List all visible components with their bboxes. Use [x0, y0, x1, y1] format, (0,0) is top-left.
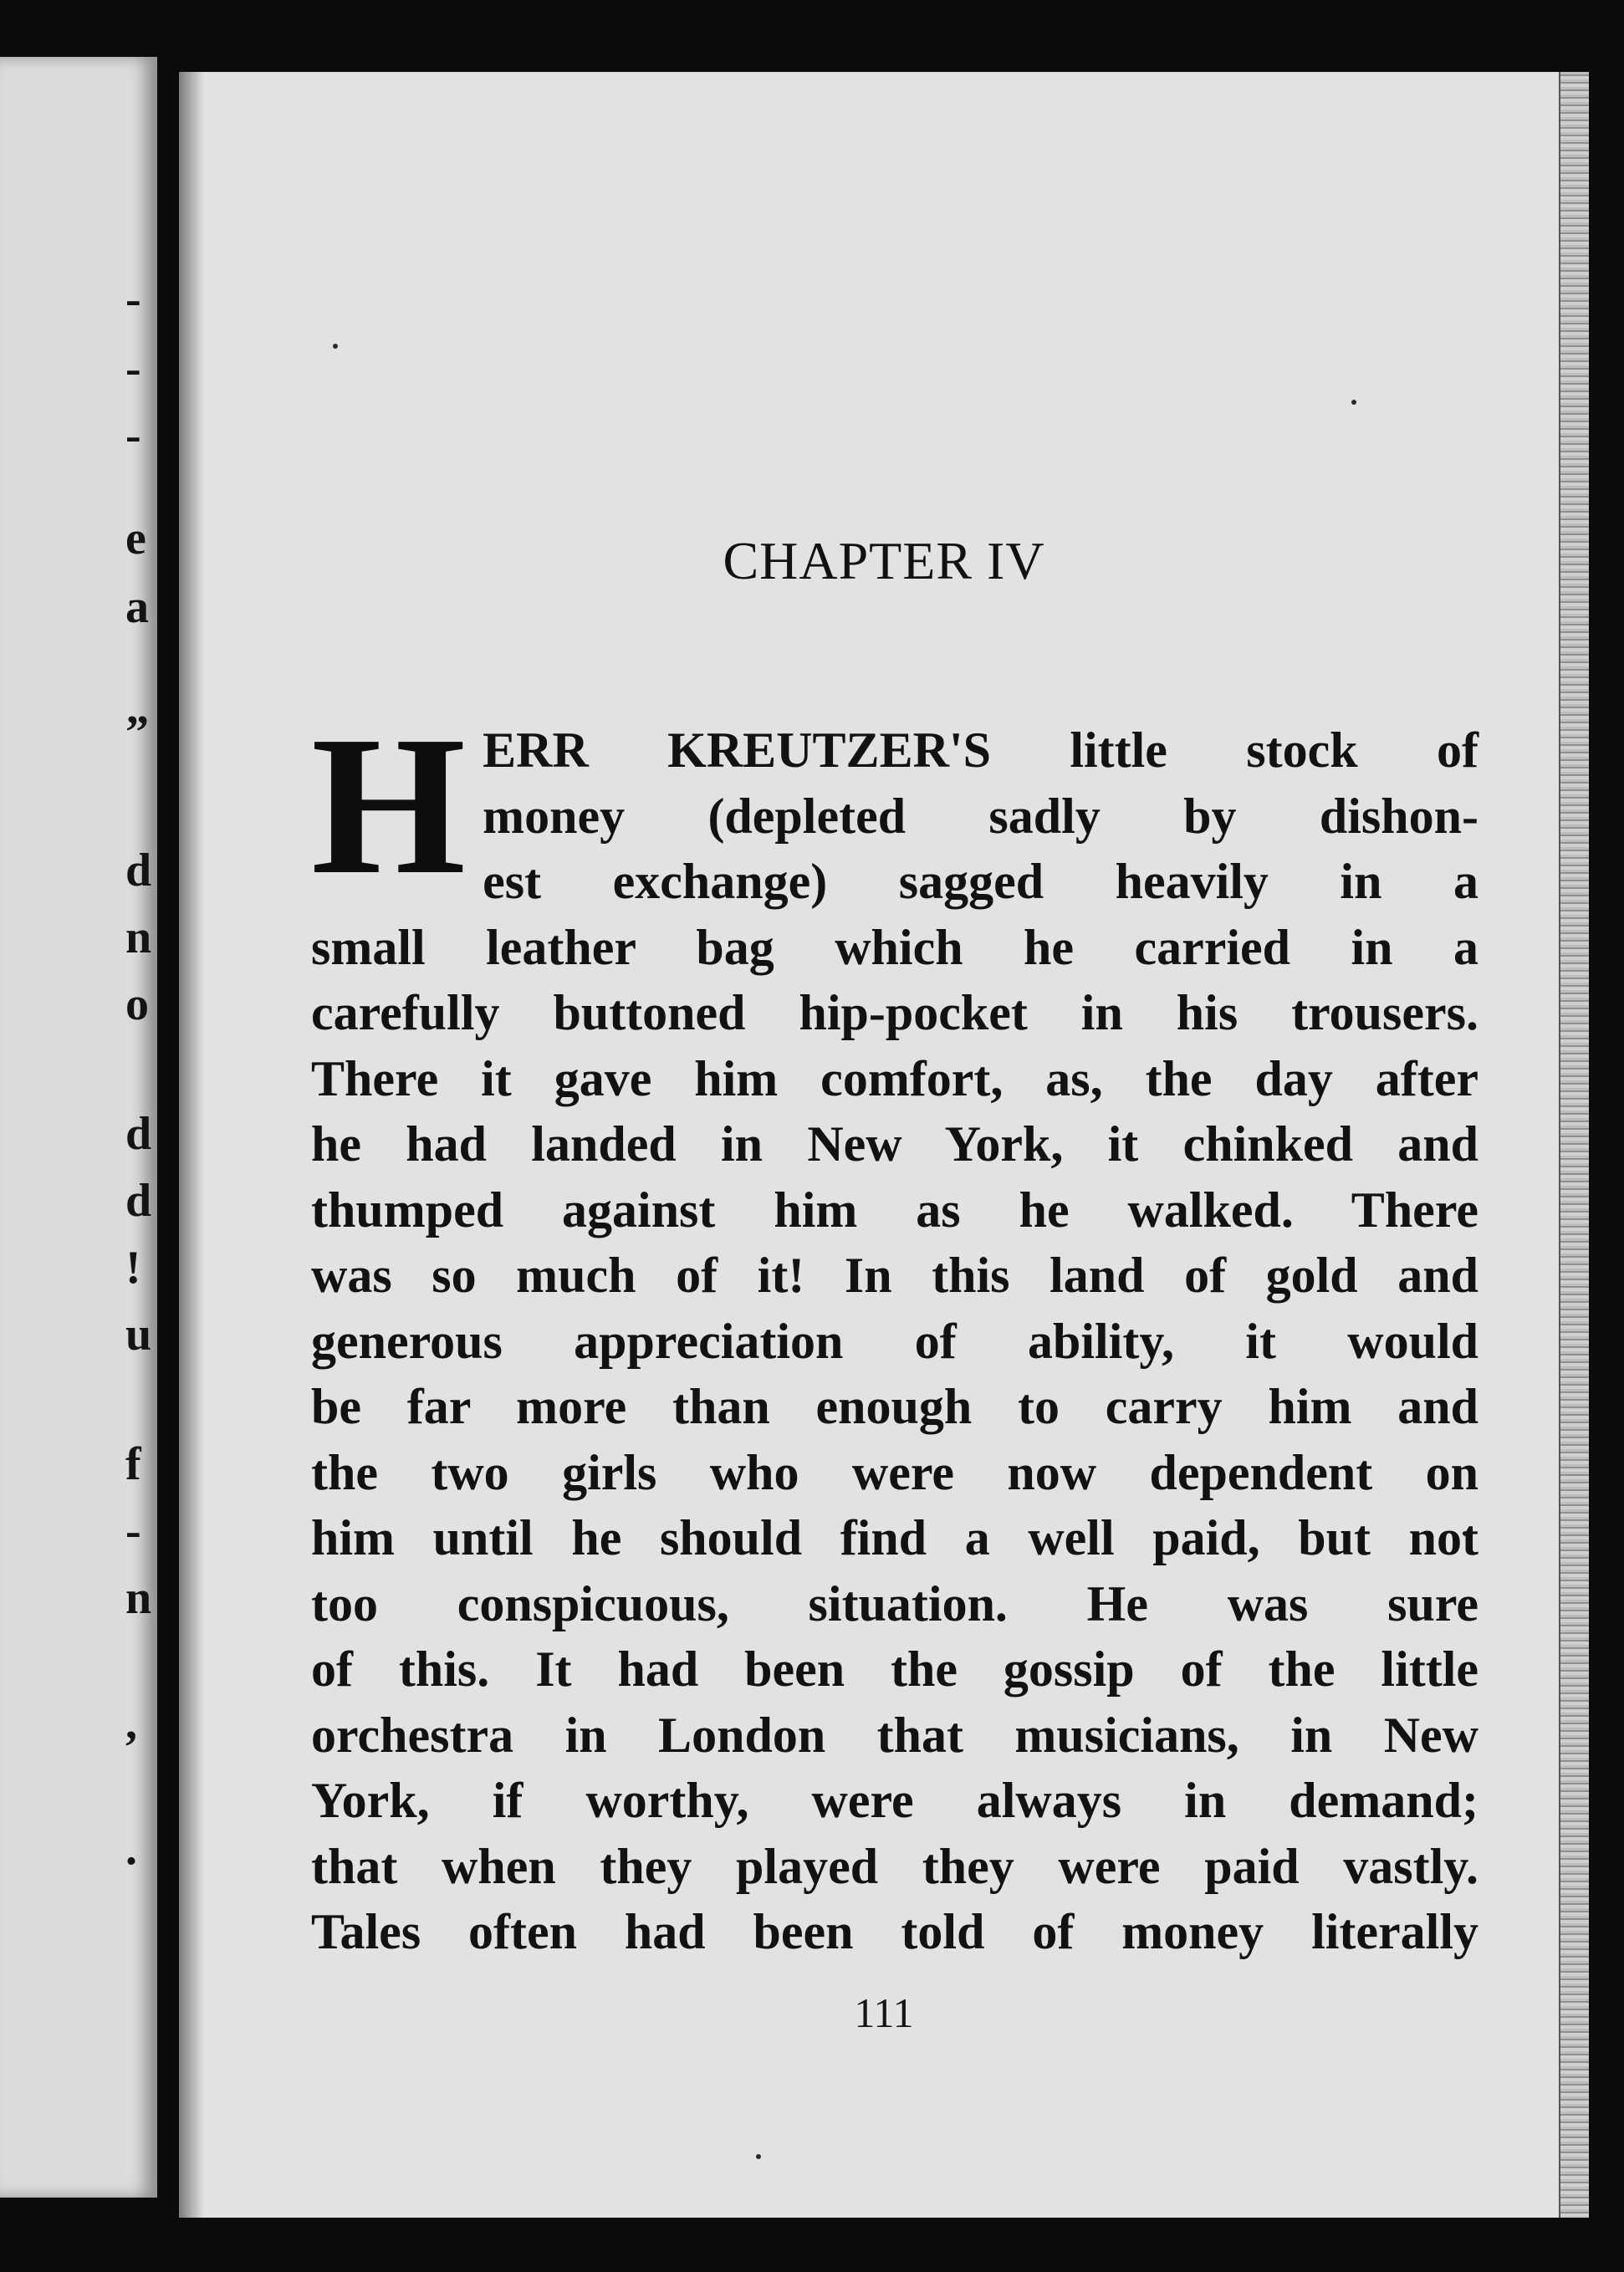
text-line: thumped against him as he walked. There: [311, 1182, 1478, 1238]
left-edge-glyph: !: [125, 1242, 141, 1294]
text-line: generous appreciation of ability, it would: [311, 1313, 1478, 1369]
page-number: 111: [854, 1989, 914, 2036]
chapter-heading: CHAPTER IV: [723, 531, 1045, 590]
left-edge-glyph: d: [125, 1175, 152, 1227]
text-line: he had landed in New York, it chinked and: [311, 1116, 1478, 1172]
left-edge-glyph: n: [125, 1572, 152, 1624]
text-line: ERR KREUTZER'S little stock of: [483, 722, 1478, 778]
text-line: the two girls who were now dependent on: [311, 1444, 1478, 1500]
left-edge-glyph: ,: [125, 1698, 137, 1749]
left-edge-glyph: ”: [125, 707, 149, 758]
left-edge-glyph: -: [125, 410, 141, 462]
text-line: orchestra in London that musicians, in New: [311, 1707, 1478, 1763]
left-edge-glyph: d: [125, 1108, 152, 1160]
text-line: est exchange) sagged heavily in a: [483, 854, 1478, 909]
left-edge-glyph: u: [125, 1309, 152, 1361]
left-page-edge: [0, 57, 157, 2198]
left-edge-glyph: o: [125, 978, 149, 1030]
text-line: of this. It had been the gossip of the little: [311, 1641, 1478, 1697]
chapter-body: [311, 696, 1478, 1965]
text-line: Tales often had been told of money literally: [311, 1904, 1478, 1959]
page-stack-edge: [1559, 72, 1589, 2218]
left-edge-glyph: f: [125, 1438, 141, 1490]
left-edge-glyph: .: [125, 1823, 137, 1875]
left-edge-glyph: -: [125, 273, 141, 325]
text-line: that when they played they were paid vastly.: [311, 1838, 1478, 1894]
text-line: him until he should find a well paid, but not: [311, 1510, 1478, 1565]
text-line: There it gave him comfort, as, the day after: [311, 1050, 1478, 1106]
left-edge-glyph: e: [125, 513, 146, 564]
left-edge-glyph: d: [125, 845, 152, 896]
text-line: be far more than enough to carry him and: [311, 1379, 1478, 1434]
text-line: small leather bag which he carried in a: [311, 919, 1478, 975]
text-line: was so much of it! In this land of gold and: [311, 1248, 1478, 1303]
left-edge-glyph: n: [125, 911, 152, 963]
drop-cap: H: [311, 696, 467, 916]
print-speck: [333, 344, 338, 349]
book-page: [179, 72, 1589, 2218]
print-speck: [1351, 400, 1356, 405]
text-line: York, if worthy, were always in demand;: [311, 1773, 1478, 1828]
print-speck: [756, 2154, 761, 2159]
left-edge-glyph: -: [125, 343, 141, 395]
text-line: too conspicuous, situation. He was sure: [311, 1575, 1478, 1631]
left-edge-glyph: a: [125, 581, 149, 633]
left-edge-glyph: -: [125, 1505, 141, 1557]
text-line: carefully buttoned hip-pocket in his trousers.: [311, 985, 1478, 1040]
text-line: money (depleted sadly by dishon-: [483, 788, 1478, 844]
